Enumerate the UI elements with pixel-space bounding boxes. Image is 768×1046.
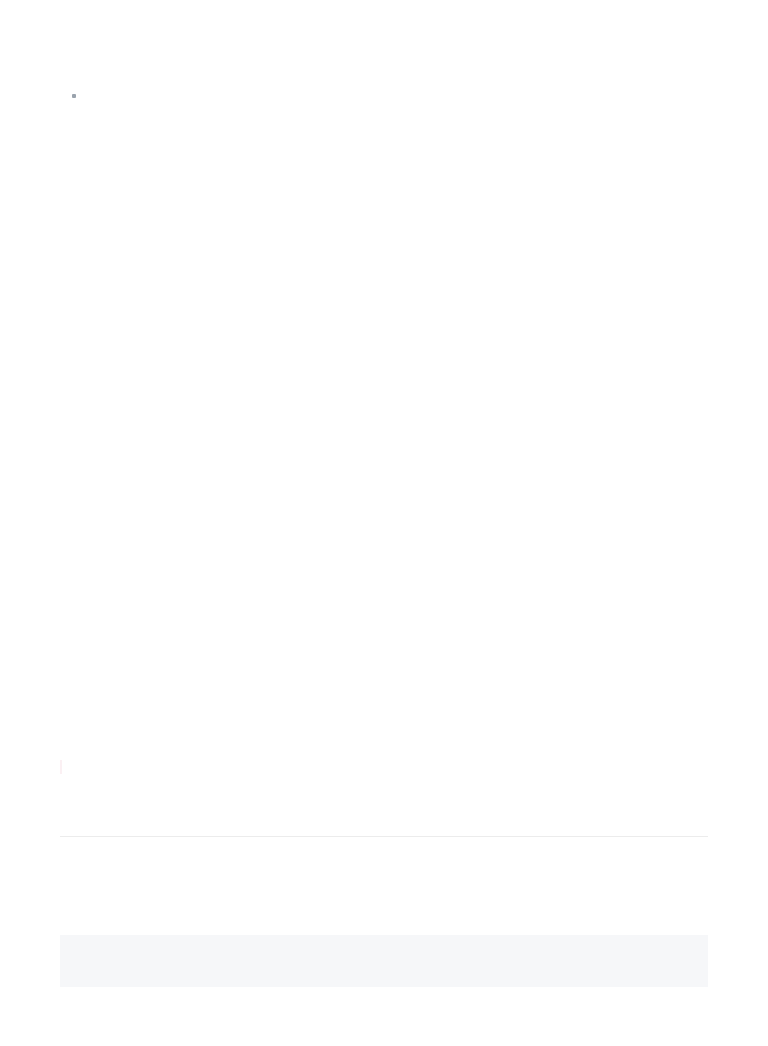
character-set-heading xyxy=(60,830,708,837)
preprocessor-highlight xyxy=(60,760,62,774)
code-block xyxy=(60,935,708,987)
preprocessor-paragraph xyxy=(60,757,710,777)
